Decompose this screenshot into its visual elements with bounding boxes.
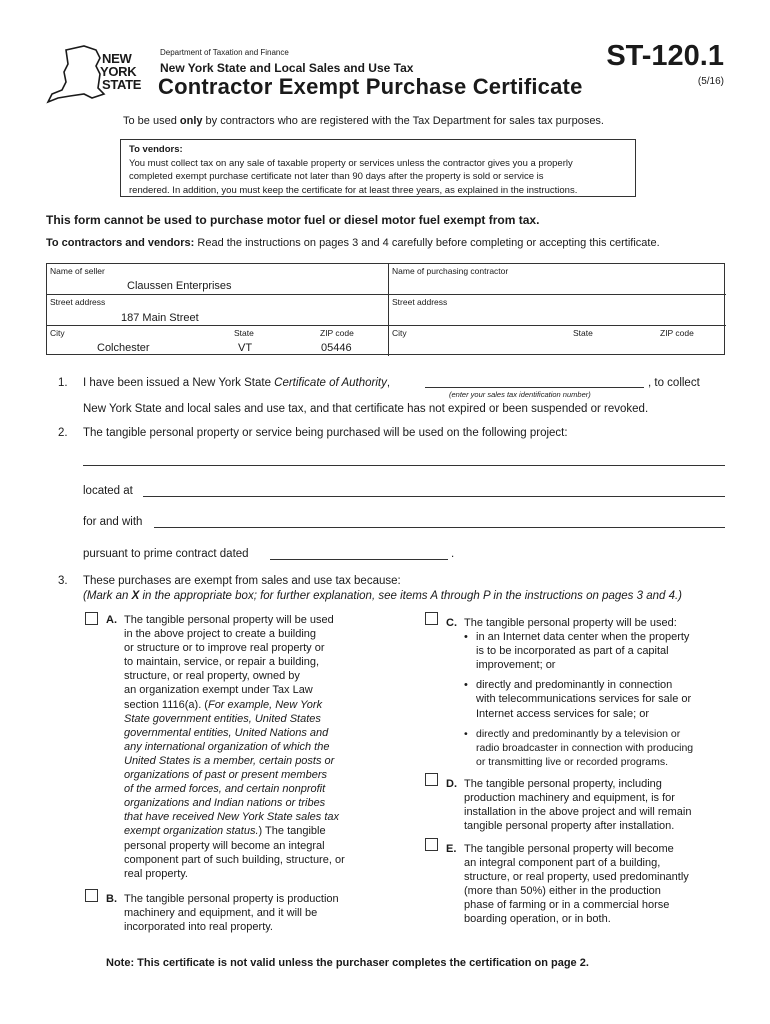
option-e-letter: E.	[446, 843, 457, 855]
option-a-line: any international organization of which the	[124, 740, 330, 753]
option-e-line: boarding operation, or in both.	[464, 913, 611, 926]
option-c	[446, 616, 736, 769]
option-e-line: The tangible personal property will become	[464, 843, 674, 855]
option-d	[446, 777, 736, 833]
contractor-street-field[interactable]	[392, 309, 722, 323]
vendor-notice-box	[120, 139, 636, 197]
option-c-bullet: • directly and predominantly in connection with telecommunications services for sale or Internet access services for sale; or	[464, 678, 736, 720]
item-1-text: I have been issued a New York State Certificate of Authority,	[83, 377, 391, 389]
located-at-field[interactable]	[143, 496, 725, 497]
option-c-letter: C.	[446, 617, 457, 629]
intro-text: To be used only by contractors who are registered with the Tax Department for sales tax purposes.	[123, 115, 604, 127]
for-and-with-field[interactable]	[154, 527, 725, 528]
option-e-checkbox[interactable]	[425, 838, 438, 851]
option-d-checkbox[interactable]	[425, 773, 438, 786]
item-3-number: 3.	[58, 575, 68, 587]
intro-emphasis: only	[179, 115, 203, 127]
item-3-instruction: (Mark an X in the appropriate box; for further explanation, see items A through P in the instructions on pages 3 and 4.)	[83, 590, 682, 602]
option-c-bullet: • in an Internet data center when the property is to be incorporated as part of a capital improvement; or	[464, 630, 736, 672]
seller-street-label: Street address	[50, 297, 106, 307]
option-d-line: tangible personal property after installation.	[464, 820, 675, 833]
option-c-intro: The tangible personal property will be used:	[464, 617, 677, 629]
seller-name-field[interactable]: Claussen Enterprises	[127, 280, 232, 292]
prime-contract-date-field[interactable]	[270, 559, 448, 560]
option-c-checkbox[interactable]	[425, 612, 438, 625]
option-a-line: in the above project to create a building	[124, 628, 317, 641]
nys-logo	[44, 44, 156, 110]
option-a-line: of the armed forces, and certain nonprofit	[124, 783, 326, 796]
option-e-line: structure, or real property, used predominantly	[464, 871, 689, 884]
contractors-vendors-instruction: To contractors and vendors: Read the instructions on pages 3 and 4 carefully before completing or accepting this certificate.	[46, 237, 660, 249]
option-d-line: production machinery and equipment, is for	[464, 792, 675, 805]
option-b-letter: B.	[106, 893, 117, 905]
seller-city-label: City	[50, 328, 65, 338]
option-b-line: The tangible personal property is production	[124, 893, 339, 905]
option-c-bullet: • directly and predominantly by a television or radio broadcaster in connection with producing or transmitting live or recorded programs.	[464, 727, 736, 769]
item-3-text: These purchases are exempt from sales and use tax because:	[83, 575, 401, 587]
logo-text-york: YORK	[100, 64, 137, 79]
item-2-number: 2.	[58, 427, 68, 439]
contractor-state-label: State	[573, 328, 593, 338]
item-1-number: 1.	[58, 377, 68, 389]
option-a-line: component part of such building, structure, or	[124, 853, 345, 866]
prime-contract-label: pursuant to prime contract dated	[83, 548, 249, 560]
sales-tax-id-field[interactable]	[425, 387, 644, 388]
option-d-line: installation in the above project and will remain	[464, 806, 692, 819]
contractor-name-field[interactable]	[392, 278, 722, 292]
option-e-line: (more than 50%) either in the production	[464, 885, 661, 898]
seller-contractor-grid	[46, 263, 725, 355]
option-a-line: personal property will become an integral	[124, 839, 325, 852]
motor-fuel-warning: This form cannot be used to purchase motor fuel or diesel motor fuel exempt from tax.	[46, 213, 540, 227]
located-at-label: located at	[83, 485, 133, 497]
item-1-text-line2: New York State and local sales and use tax, and that certificate has not expired or been suspended or revoked.	[83, 403, 649, 415]
contractor-street-label: Street address	[392, 297, 448, 307]
seller-state-label: State	[234, 328, 254, 338]
for-and-with-label: for and with	[83, 516, 143, 528]
vendor-notice-line: completed exempt purchase certificate not later than 90 days after the property is sold or service is	[129, 171, 544, 182]
seller-state-field[interactable]: VT	[238, 342, 253, 354]
option-a-line: The tangible personal property will be used	[124, 614, 334, 626]
option-a-line: section 1116(a). (For example, New York	[124, 698, 323, 711]
seller-city-field[interactable]: Colchester	[97, 342, 150, 354]
seller-zip-field[interactable]: 05446	[321, 342, 352, 354]
logo-text-state: STATE	[102, 77, 142, 92]
sales-tax-id-hint: (enter your sales tax identification number)	[449, 390, 591, 399]
option-a-line: United States is a member, certain posts or	[124, 754, 335, 767]
option-a-line: exempt organization status.) The tangible	[124, 825, 326, 838]
option-a-line: organizations and Indian nations or tribes	[124, 797, 326, 810]
vendor-notice-line: You must collect tax on any sale of taxable property or services unless the contractor gives you a properly	[129, 157, 573, 169]
validity-note: Note: This certificate is not valid unless the purchaser completes the certification on page 2.	[106, 957, 589, 969]
form-revision: (5/16)	[697, 76, 724, 87]
option-a	[106, 613, 396, 881]
option-a-line: an organization exempt under Tax Law	[124, 684, 313, 697]
form-subtitle: New York State and Local Sales and Use Tax	[160, 61, 414, 75]
contractor-name-label: Name of purchasing contractor	[392, 266, 509, 276]
option-e-line: phase of farming or in a commercial horse	[464, 899, 670, 912]
option-b-checkbox[interactable]	[85, 889, 98, 902]
option-a-line: real property.	[124, 867, 188, 880]
option-a-line: governmental entities, United Nations and	[124, 726, 329, 739]
project-description-field[interactable]	[83, 465, 725, 466]
option-e-line: an integral component part of a building,	[464, 857, 661, 870]
logo-text-new: NEW	[102, 51, 132, 66]
contractor-city-label: City	[392, 328, 407, 338]
seller-street-field[interactable]: 187 Main Street	[121, 312, 199, 324]
vendor-notice-line: rendered. In addition, you must keep the certificate for at least three years, as explained in the instructions.	[129, 184, 578, 196]
option-b	[106, 892, 396, 934]
option-a-line: structure, or real property, owned by	[124, 670, 300, 683]
form-title: Contractor Exempt Purchase Certificate	[158, 74, 583, 99]
option-a-line: organizations of past or present members	[124, 769, 327, 782]
form-number: ST-120.1	[606, 40, 724, 72]
item-1-text-end: , to collect	[648, 377, 700, 389]
option-d-letter: D.	[446, 778, 457, 790]
option-a-line: that have received New York State sales tax	[124, 811, 340, 824]
option-a-line: State government entities, United States	[124, 712, 321, 725]
contractor-zip-label: ZIP code	[660, 328, 694, 338]
option-a-checkbox[interactable]	[85, 612, 98, 625]
seller-zip-label: ZIP code	[320, 328, 354, 338]
option-a-letter: A.	[106, 614, 117, 626]
option-a-line: or structure or to improve real property or	[124, 642, 325, 655]
option-e	[446, 842, 736, 927]
item-2-text: The tangible personal property or service being purchased will be used on the following project:	[83, 427, 568, 439]
option-d-line: The tangible personal property, including	[464, 778, 662, 790]
option-b-line: incorporated into real property.	[124, 921, 273, 934]
department-name: Department of Taxation and Finance	[160, 48, 289, 57]
option-a-line: to maintain, service, or repair a building,	[124, 656, 320, 669]
option-b-line: machinery and equipment, and it will be	[124, 907, 318, 920]
vendor-notice-heading: To vendors:	[129, 144, 183, 155]
prime-contract-period: .	[451, 548, 455, 560]
seller-name-label: Name of seller	[50, 266, 105, 276]
